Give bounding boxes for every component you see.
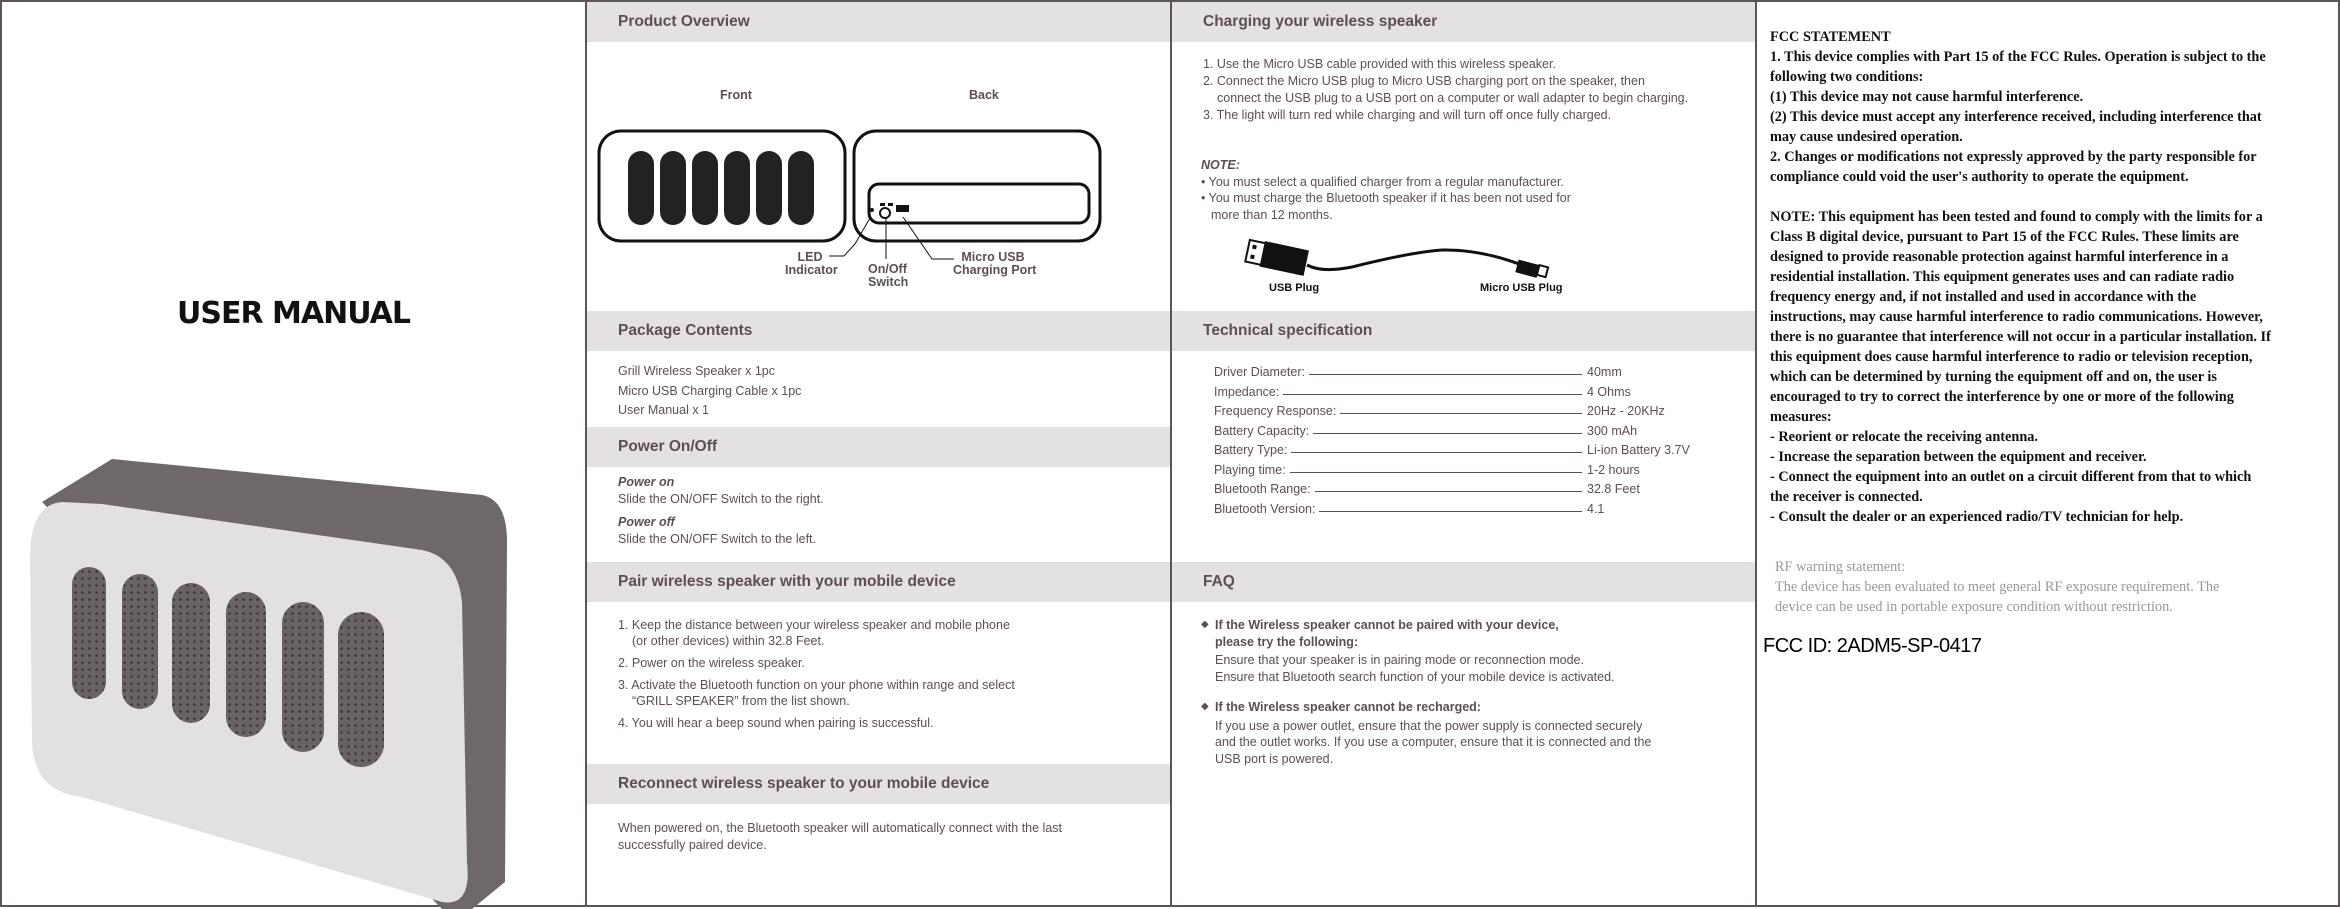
faq-question: If the Wireless speaker cannot be paired with your device,	[1215, 618, 1559, 632]
spec-row	[1214, 365, 1744, 384]
spec-key: Impedance:	[1214, 385, 1283, 399]
section-header-charging	[1172, 2, 1755, 42]
front-grille	[628, 151, 814, 225]
usb-cable-illustration	[1172, 237, 1757, 287]
spec-row	[1214, 443, 1744, 462]
speaker-illustration	[2, 442, 587, 909]
cover-panel	[0, 0, 587, 907]
faq-answer: Ensure that your speaker is in pairing mode or reconnection mode.	[1215, 653, 1584, 667]
callout-switch	[868, 263, 908, 289]
note-item: more than 12 months.	[1211, 207, 1333, 222]
list-item: Grill Wireless Speaker x 1pc	[618, 364, 775, 378]
callout-usb	[953, 250, 1037, 277]
back-label: Back	[969, 88, 999, 102]
section-title: Package Contents	[618, 322, 753, 339]
fcc-line: designed to provide reasonable protection against harmful interference in a	[1770, 249, 2229, 265]
panel-charging	[1170, 0, 1757, 907]
section-header-reconnect	[587, 764, 1170, 804]
fcc-line: - Connect the equipment into an outlet on a circuit different from that to which	[1770, 469, 2252, 485]
fcc-line: frequency energy and, if not installed and used in accordance with the	[1770, 289, 2197, 305]
fcc-line: FCC STATEMENT	[1770, 29, 1891, 45]
callout-text: On/Off	[868, 262, 907, 276]
list-item: 2. Connect the Micro USB plug to Micro USB charging port on the speaker, then	[1203, 74, 1645, 88]
rf-line: The device has been evaluated to meet general RF exposure requirement. The	[1775, 579, 2220, 595]
section-header-product-overview	[587, 2, 1170, 42]
rf-line: RF warning statement:	[1775, 559, 1906, 575]
faq-question: please try the following:	[1215, 634, 1359, 649]
spec-key: Playing time:	[1214, 463, 1290, 477]
spec-key: Driver Diameter:	[1214, 365, 1309, 379]
spec-row	[1214, 424, 1744, 443]
pair-steps	[618, 617, 1015, 731]
spec-value: 40mm	[1587, 365, 1622, 379]
list-item: connect the USB plug to a USB port on a computer or wall adapter to begin charging.	[1217, 91, 1689, 105]
fcc-line: encouraged to try to correct the interference by one or more of the following	[1770, 389, 2234, 405]
spec-row	[1214, 404, 1744, 423]
fcc-line: 1. This device complies with Part 15 of the FCC Rules. Operation is subject to the	[1770, 49, 2266, 65]
fcc-line: measures:	[1770, 409, 1832, 425]
section-title: Charging your wireless speaker	[1203, 13, 1438, 30]
list-item: User Manual x 1	[618, 403, 710, 417]
fcc-line: may cause undesired operation.	[1770, 129, 1963, 145]
power-on-text: Slide the ON/OFF Switch to the right.	[618, 492, 824, 506]
spec-value: 1-2 hours	[1587, 462, 1640, 477]
fcc-line: the receiver is connected.	[1770, 489, 1923, 505]
section-header-package-contents	[587, 311, 1170, 351]
spec-row	[1214, 482, 1744, 501]
spec-value: 4.1	[1587, 501, 1605, 516]
charging-steps	[1203, 56, 1688, 124]
rf-line: device can be used in portable exposure condition without restriction.	[1775, 599, 2173, 615]
paragraph-line: When powered on, the Bluetooth speaker will automatically connect with the last	[618, 821, 1062, 835]
fcc-line: compliance could void the user's authority to operate the equipment.	[1770, 169, 2189, 185]
power-on-label: Power on	[618, 475, 675, 489]
spec-value: 300 mAh	[1587, 423, 1638, 438]
spec-row	[1214, 385, 1744, 404]
faq-item	[1201, 617, 1651, 685]
usb-plug-label: USB Plug	[1269, 282, 1320, 294]
fcc-line: there is no guarantee that interference will not occur in a particular installation. If	[1770, 329, 2271, 345]
section-header-faq	[1172, 562, 1755, 602]
callout-text: Switch	[868, 275, 909, 289]
note-item: • You must select a qualified charger from a regular manufacturer.	[1201, 174, 1564, 189]
faq-item	[1201, 699, 1651, 767]
package-list	[618, 362, 801, 421]
spec-value: 32.8 Feet	[1587, 482, 1640, 496]
faq-question: If the Wireless speaker cannot be recharged:	[1215, 700, 1481, 714]
power-off-label: Power off	[618, 515, 675, 529]
spec-value: Li-ion Battery 3.7V	[1587, 443, 1690, 457]
faq-answer: and the outlet works. If you use a computer, ensure that it is connected and the	[1215, 735, 1652, 749]
callout-text: Micro USB	[961, 250, 1025, 264]
list-item: 2. Power on the wireless speaker.	[618, 656, 805, 670]
faq-answer: If you use a power outlet, ensure that the power supply is connected securely	[1215, 718, 1643, 733]
faq-answer: USB port is powered.	[1215, 751, 1334, 766]
fcc-line: - Reorient or relocate the receiving antenna.	[1770, 429, 2038, 445]
callout-text: LED	[797, 250, 823, 264]
fcc-statement	[1770, 27, 2271, 527]
speaker-diagram	[587, 122, 1172, 262]
spec-value: 20Hz - 20KHz	[1587, 404, 1665, 418]
list-item: 3. The light will turn red while charging and will turn off once fully charged.	[1203, 108, 1612, 122]
list-item: 4. You will hear a beep sound when pairing is successful.	[618, 716, 934, 730]
faq-answer: Ensure that Bluetooth search function of your mobile device is activated.	[1215, 669, 1615, 684]
fcc-line: NOTE: This equipment has been tested and found to comply with the limits for a	[1770, 209, 2263, 225]
fcc-line: 2. Changes or modifications not expressly approved by the party responsible for	[1770, 149, 2257, 165]
fcc-line: (2) This device must accept any interference received, including interference that	[1770, 109, 2262, 125]
fcc-line: which can be determined by turning the equipment off and on, the user is	[1770, 369, 2217, 385]
fcc-line: following two conditions:	[1770, 69, 1924, 85]
section-header-power	[587, 427, 1170, 467]
section-title: FAQ	[1203, 573, 1235, 590]
fcc-line: instructions, may cause harmful interference to radio communications. However,	[1770, 309, 2263, 325]
micro-usb-plug-label: Micro USB Plug	[1480, 282, 1563, 294]
fcc-line: Class B digital device, pursuant to Part 15 of the FCC Rules. These limits are	[1770, 229, 2239, 245]
callout-text: Charging Port	[953, 263, 1037, 277]
section-title: Reconnect wireless speaker to your mobile device	[618, 775, 990, 792]
reconnect-text	[618, 820, 1062, 854]
section-title: Product Overview	[618, 13, 750, 30]
list-item: “GRILL SPEAKER” from the list shown.	[632, 694, 850, 708]
note-item: • You must charge the Bluetooth speaker if it has been not used for	[1201, 191, 1571, 205]
spec-value: 4 Ohms	[1587, 384, 1631, 399]
section-header-pair	[587, 562, 1170, 602]
fcc-line: - Increase the separation between the equipment and receiver.	[1770, 449, 2147, 465]
fcc-line: - Consult the dealer or an experienced radio/TV technician for help.	[1770, 509, 2184, 525]
panel-fcc	[1755, 0, 2340, 907]
spec-key: Battery Capacity:	[1214, 424, 1313, 438]
callout-text: Indicator	[785, 263, 838, 277]
list-item: Micro USB Charging Cable x 1pc	[618, 383, 802, 398]
cover-title: USER MANUAL	[177, 296, 410, 331]
spec-key: Frequency Response:	[1214, 404, 1340, 418]
note-label: NOTE:	[1201, 158, 1240, 172]
spec-key: Bluetooth Version:	[1214, 502, 1319, 516]
list-item: 1. Use the Micro USB cable provided with this wireless speaker.	[1203, 57, 1556, 71]
spec-row	[1214, 463, 1744, 482]
section-title: Technical specification	[1203, 322, 1373, 339]
fcc-line: this equipment does cause harmful interference to radio or television reception,	[1770, 349, 2253, 365]
fcc-line: residential installation. This equipment generates uses and can radiate radio	[1770, 269, 2235, 285]
spec-key: Bluetooth Range:	[1214, 482, 1315, 496]
diamond-bullet-icon: ◆	[1201, 701, 1209, 712]
power-off-text: Slide the ON/OFF Switch to the left.	[618, 532, 816, 546]
paragraph-line: successfully paired device.	[618, 838, 767, 852]
section-title: Power On/Off	[618, 438, 718, 455]
callout-led	[785, 250, 838, 277]
spec-row	[1214, 502, 1744, 521]
fcc-line: (1) This device may not cause harmful interference.	[1770, 89, 2084, 105]
spec-key: Battery Type:	[1214, 443, 1291, 457]
fcc-line	[1770, 187, 2271, 207]
charging-notes	[1201, 157, 1571, 223]
fcc-id: FCC ID: 2ADM5-SP-0417	[1763, 635, 1982, 657]
list-item: 1. Keep the distance between your wireless speaker and mobile phone	[618, 618, 1010, 632]
panel-overview	[585, 0, 1172, 907]
section-header-specs	[1172, 311, 1755, 351]
section-title: Pair wireless speaker with your mobile device	[618, 573, 956, 590]
front-label: Front	[720, 88, 752, 102]
list-item: (or other devices) within 32.8 Feet.	[632, 634, 825, 648]
faq-list	[1201, 617, 1651, 767]
power-section	[618, 474, 824, 548]
rf-warning	[1775, 557, 2219, 617]
list-item: 3. Activate the Bluetooth function on your phone within range and select	[618, 678, 1015, 692]
diamond-bullet-icon: ◆	[1201, 619, 1209, 630]
